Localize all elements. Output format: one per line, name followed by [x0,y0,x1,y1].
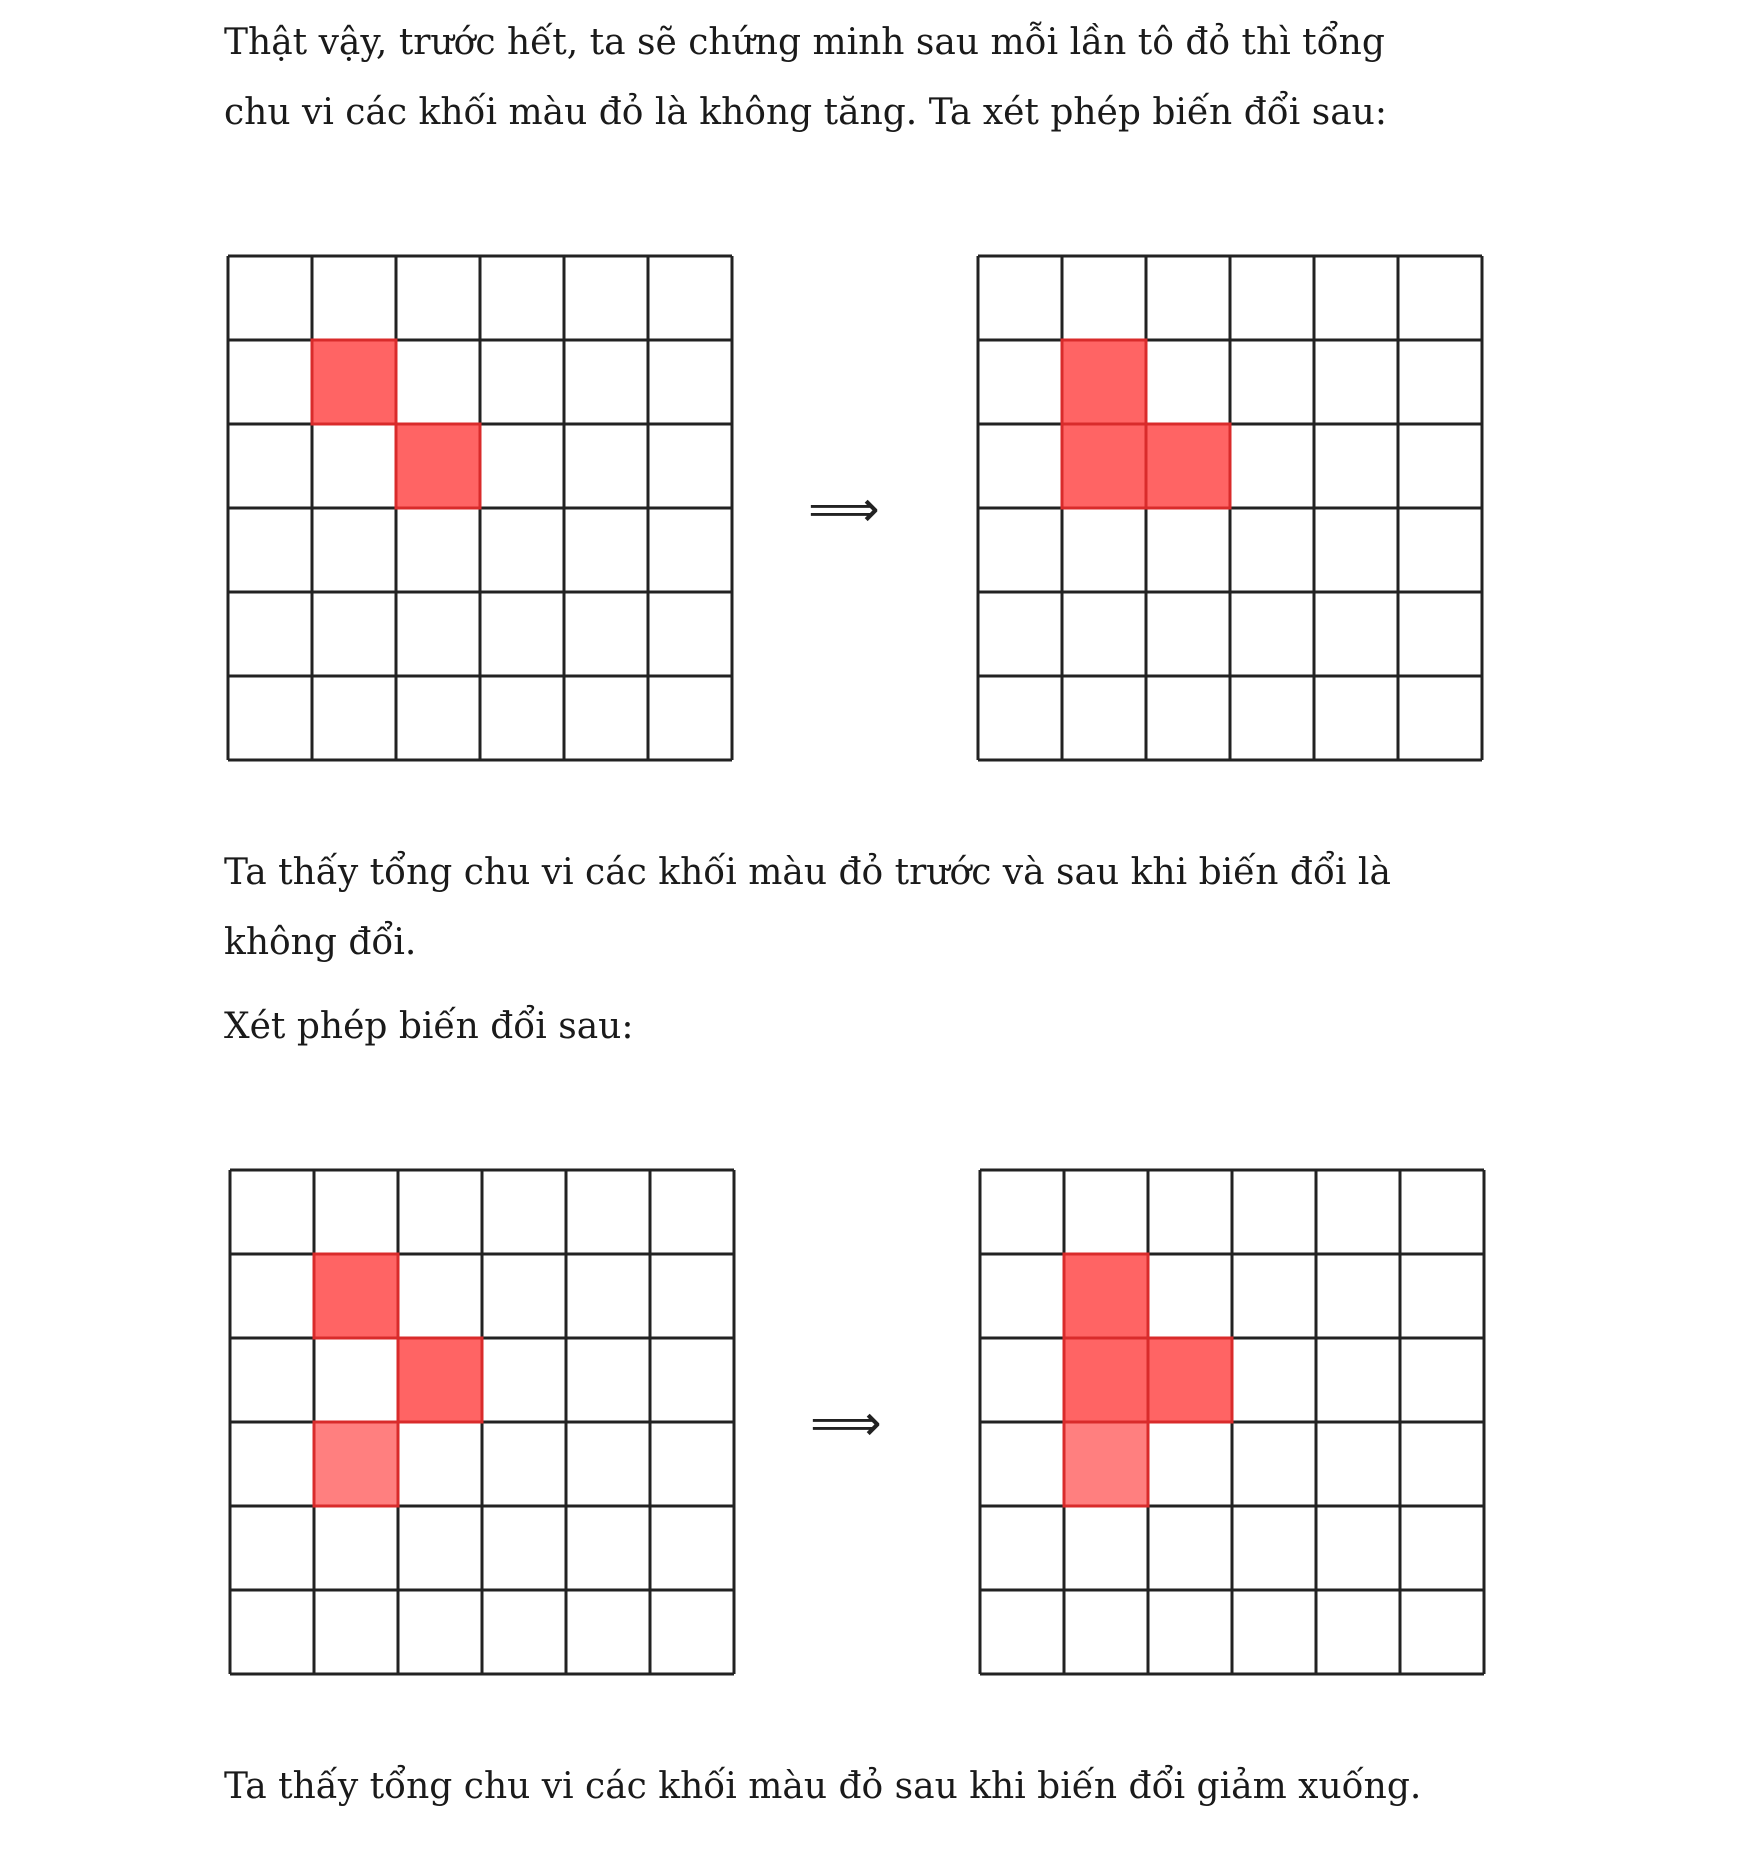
figure-1-arrow: ⟹ [808,480,880,538]
observation-1-paragraph: Ta thấy tổng chu vi các khối màu đỏ trước và sau khi biến đổi là không đổi. [224,852,1391,963]
red-cell [1064,1338,1148,1422]
red-cell [314,1254,398,1338]
figure-2-after-grid [980,1170,1484,1674]
observation-2-paragraph: Ta thấy tổng chu vi các khối màu đỏ sau khi biến đổi giảm xuống. [224,1766,1422,1807]
figure-2-before-grid [230,1170,734,1674]
red-cell [1062,424,1146,508]
figure-1-after-grid [978,256,1482,760]
red-cell [1064,1422,1148,1506]
red-cell [1146,424,1230,508]
red-cell [312,340,396,424]
red-cell [1062,340,1146,424]
next-transform-paragraph: Xét phép biến đổi sau: [224,1006,634,1047]
red-cell [314,1422,398,1506]
red-cell [396,424,480,508]
red-cell [398,1338,482,1422]
red-cell [1148,1338,1232,1422]
figure-1-before-grid [228,256,732,760]
red-cell [1064,1254,1148,1338]
figure-2-arrow: ⟹ [810,1394,882,1452]
intro-paragraph: Thật vậy, trước hết, ta sẽ chứng minh sau mỗi lần tô đỏ thì tổng chu vi các khối màu đỏ là không tăng. Ta xét phép biến đổi sau: [224,22,1387,133]
